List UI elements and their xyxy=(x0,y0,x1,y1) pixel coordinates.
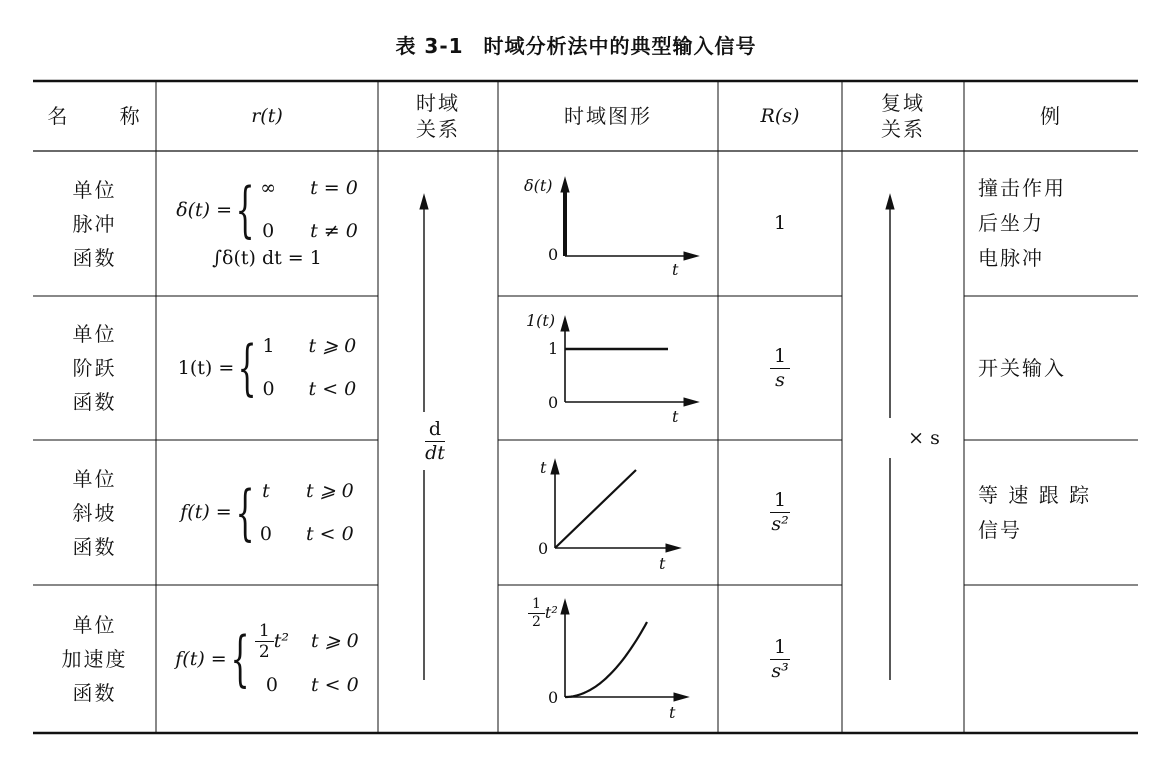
row-1-integral: ∫δ(t) dt = 1 xyxy=(212,246,322,269)
header-time-relation-line2: 关系 xyxy=(416,117,460,141)
row-1-name-line2: 脉冲 xyxy=(72,211,117,236)
row-4-graph-ylabel-denominator: 2 xyxy=(532,613,541,630)
row-4-case1-denominator: 2 xyxy=(258,642,270,663)
row-4-name xyxy=(33,585,156,733)
header-complex-relation-line1: 复域 xyxy=(881,91,925,115)
row-2-case2-value: 0 xyxy=(262,378,275,400)
time-relation-arrowhead xyxy=(420,195,428,209)
step-graph xyxy=(561,317,698,406)
row-3-graph-ylabel: t xyxy=(540,458,547,477)
derivative-numerator: d xyxy=(425,418,445,442)
row-4-name-line3: 函数 xyxy=(72,681,117,705)
header-complex-relation-line2: 关系 xyxy=(881,117,925,141)
row-2-name xyxy=(33,296,156,440)
row-3-case2-value: 0 xyxy=(259,522,272,545)
parabola-graph xyxy=(561,600,688,701)
row-4-example xyxy=(978,585,1138,733)
row-1-lhs: δ(t) = xyxy=(176,198,233,221)
row-3-example-line1: 等 速 跟 踪 xyxy=(978,482,1092,507)
header-rs: R(s) xyxy=(760,104,800,127)
row-2-case1-value: 1 xyxy=(262,335,275,358)
row-1-rs: 1 xyxy=(773,212,787,235)
row-4-case1-tail: t² xyxy=(273,630,289,653)
row-4-graph-ylabel xyxy=(528,596,558,631)
time-relation-operator xyxy=(412,412,458,470)
header-complex-relation xyxy=(842,81,964,151)
row-2-formula: 1(t) = { 1 t ⩾ 0 0 t < 0 xyxy=(177,333,357,403)
row-3-case2-cond: t < 0 xyxy=(306,522,354,545)
row-4-formula: f(t) = { $\frac{1}{2}$ t² t ⩾ 0 0 t < 0 xyxy=(175,620,359,696)
row-4-case1-cond: t ⩾ 0 xyxy=(311,630,359,653)
header-example: 例 xyxy=(1040,104,1062,128)
row-3-name-line2: 斜坡 xyxy=(72,500,117,525)
row-3-name xyxy=(33,440,156,585)
row-3-formula: f(t) = { t t ⩾ 0 0 t < 0 xyxy=(180,477,354,548)
row-2-rs-denominator: s xyxy=(775,368,785,391)
row-4-name-line1: 单位 xyxy=(72,613,117,637)
row-3-example xyxy=(978,440,1138,585)
row-3-graph-xlabel: t xyxy=(659,554,666,573)
row-3-name-line1: 单位 xyxy=(72,466,117,491)
ramp-graph xyxy=(551,460,680,552)
table-number: 表 3-1 xyxy=(395,34,464,58)
row-2-graph-ylabel: 1(t) xyxy=(526,311,556,330)
row-4-case2-cond: t < 0 xyxy=(311,673,359,696)
row-2-graph-xlabel: t xyxy=(672,407,679,426)
row-1-formula: δ(t) = { ∞ t = 0 0 t ≠ 0 ∫δ(t) dt = 1 xyxy=(176,175,358,269)
impulse-graph xyxy=(561,178,698,260)
row-1-graph-origin: 0 xyxy=(548,245,559,264)
complex-relation-arrowhead xyxy=(886,195,894,209)
row-4-case1-numerator: 1 xyxy=(255,621,274,642)
row-1-name xyxy=(33,151,156,296)
row-3-rs-numerator: 1 xyxy=(770,489,790,513)
row-3-rs-denominator: s² xyxy=(771,513,789,535)
row-2-case1-cond: t ⩾ 0 xyxy=(308,335,357,358)
header-time-graph: 时域图形 xyxy=(564,104,652,128)
row-1-case2-cond: t ≠ 0 xyxy=(310,220,358,243)
row-2-name-line2: 阶跃 xyxy=(72,356,117,380)
row-3-lhs: f(t) = xyxy=(180,501,232,524)
header-time-relation-line1: 时域 xyxy=(416,91,460,115)
row-1-case2-value: 0 xyxy=(262,220,275,243)
row-4-graph-ylabel-numerator: 1 xyxy=(528,596,545,614)
row-3-example-line2: 信号 xyxy=(978,517,1022,542)
row-1-graph-ylabel: δ(t) xyxy=(524,176,553,195)
row-3-case1-cond: t ⩾ 0 xyxy=(306,479,354,502)
row-4-graph-xlabel: t xyxy=(669,703,676,722)
row-2-graph-level: 1 xyxy=(548,339,559,358)
complex-relation-operator: × s xyxy=(908,426,940,449)
row-2-case2-cond: t < 0 xyxy=(308,378,357,400)
row-1-case1-cond: t = 0 xyxy=(310,177,358,200)
header-time-relation xyxy=(378,81,498,151)
row-3-case1-value: t xyxy=(262,479,270,502)
row-4-rs-denominator: s³ xyxy=(771,659,789,682)
row-4-name-line2: 加速度 xyxy=(61,647,128,671)
row-3-name-line3: 函数 xyxy=(72,534,117,559)
row-1-example-line3: 电脉冲 xyxy=(978,246,1044,270)
row-2-example xyxy=(978,296,1138,440)
row-2-rs xyxy=(718,296,842,440)
row-4-graph-ylabel-tail: t² xyxy=(544,603,558,623)
table-title: 时域分析法中的典型输入信号 xyxy=(483,34,757,58)
row-3-graph-origin: 0 xyxy=(538,539,549,558)
derivative-denominator: dt xyxy=(425,441,445,464)
row-1-name-line3: 函数 xyxy=(72,245,117,270)
row-2-example-line1: 开关输入 xyxy=(978,356,1066,380)
row-1-case1-value: ∞ xyxy=(260,177,277,200)
row-4-case2-value: 0 xyxy=(265,673,278,696)
row-2-name-line1: 单位 xyxy=(72,322,117,346)
row-1-example-line2: 后坐力 xyxy=(978,211,1044,235)
row-4-rs-numerator: 1 xyxy=(770,636,790,660)
row-2-name-line3: 函数 xyxy=(72,390,117,414)
row-1-graph-xlabel: t xyxy=(672,260,679,279)
row-4-graph-origin: 0 xyxy=(548,688,559,707)
row-2-graph-origin: 0 xyxy=(548,393,559,412)
header-name: 名 称 xyxy=(47,104,142,128)
row-1-example-line1: 撞击作用 xyxy=(978,176,1066,200)
row-4-lhs: f(t) = xyxy=(175,647,227,670)
row-2-lhs: 1(t) = xyxy=(177,356,235,379)
row-1-example xyxy=(978,151,1138,296)
row-1-name-line1: 单位 xyxy=(72,177,117,202)
header-rt: r(t) xyxy=(251,104,283,127)
row-2-rs-numerator: 1 xyxy=(770,345,790,369)
row-3-rs xyxy=(718,440,842,585)
row-4-rs xyxy=(718,585,842,733)
